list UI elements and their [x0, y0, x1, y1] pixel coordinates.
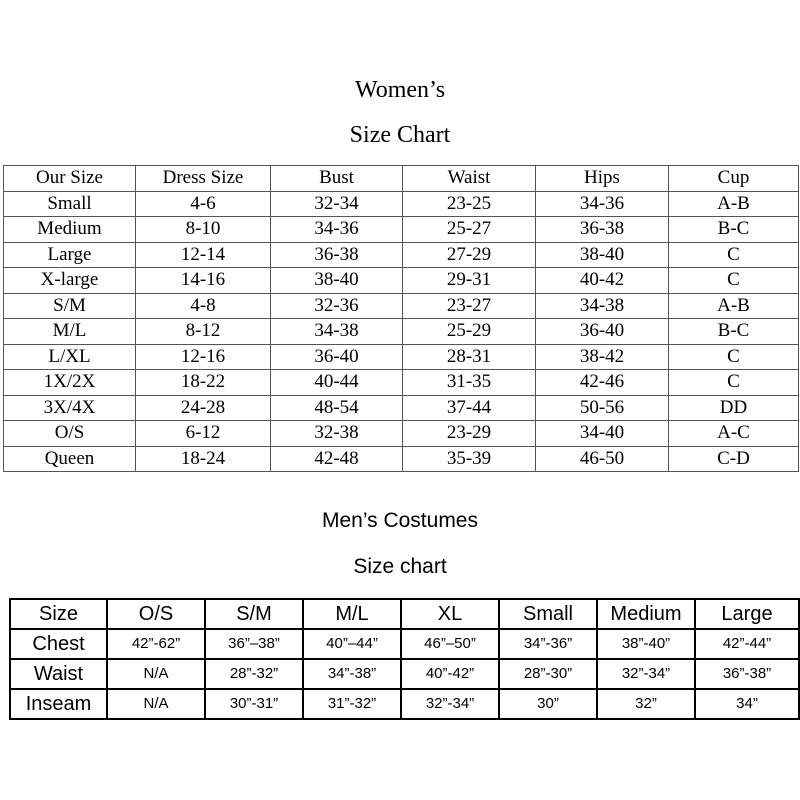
table-cell: 34” — [695, 689, 799, 719]
table-cell: 40”-42” — [401, 659, 499, 689]
table-cell: 12-14 — [136, 242, 271, 268]
header-cell: O/S — [107, 599, 205, 629]
table-row — [10, 629, 799, 659]
table-row — [4, 293, 799, 319]
table-row — [4, 421, 799, 447]
table-cell: L/XL — [4, 344, 136, 370]
table-cell: DD — [669, 395, 799, 421]
row-label: Inseam — [10, 689, 107, 719]
mens-subtitle: Size chart — [353, 555, 447, 578]
table-cell: 40-44 — [271, 370, 403, 396]
header-cell: Waist — [403, 166, 536, 192]
header-cell: Small — [499, 599, 597, 629]
table-cell: 40-42 — [536, 268, 669, 294]
table-row — [4, 344, 799, 370]
mens-size-table — [9, 598, 800, 720]
header-cell: Dress Size — [136, 166, 271, 192]
table-cell: 38-42 — [536, 344, 669, 370]
table-row — [4, 370, 799, 396]
table-cell: 30” — [499, 689, 597, 719]
table-row — [4, 268, 799, 294]
table-cell: 31-35 — [403, 370, 536, 396]
table-cell: 28-31 — [403, 344, 536, 370]
table-cell: C — [669, 242, 799, 268]
table-cell: B-C — [669, 319, 799, 345]
header-cell: Bust — [271, 166, 403, 192]
table-row — [10, 689, 799, 719]
table-cell: A-C — [669, 421, 799, 447]
table-header-row — [4, 166, 799, 192]
header-cell: Our Size — [4, 166, 136, 192]
header-cell: XL — [401, 599, 499, 629]
table-cell: 50-56 — [536, 395, 669, 421]
table-cell: 34-38 — [271, 319, 403, 345]
table-cell: 37-44 — [403, 395, 536, 421]
header-cell: Hips — [536, 166, 669, 192]
table-cell: 36-40 — [536, 319, 669, 345]
table-cell: 32-38 — [271, 421, 403, 447]
header-cell: M/L — [303, 599, 401, 629]
table-cell: C — [669, 344, 799, 370]
table-cell: 34-40 — [536, 421, 669, 447]
table-cell: 36-40 — [271, 344, 403, 370]
table-cell: 25-29 — [403, 319, 536, 345]
table-cell: C — [669, 370, 799, 396]
womens-subtitle: Size Chart — [349, 122, 451, 148]
table-cell: 1X/2X — [4, 370, 136, 396]
table-cell: 34-36 — [536, 191, 669, 217]
table-cell: A-B — [669, 191, 799, 217]
table-cell: 28”-30” — [499, 659, 597, 689]
header-cell: S/M — [205, 599, 303, 629]
table-cell: 24-28 — [136, 395, 271, 421]
table-cell: S/M — [4, 293, 136, 319]
table-cell: 40”–44” — [303, 629, 401, 659]
table-cell: 32”-34” — [597, 659, 695, 689]
header-cell: Medium — [597, 599, 695, 629]
table-cell: 32-34 — [271, 191, 403, 217]
table-cell: C — [669, 268, 799, 294]
table-cell: 34-38 — [536, 293, 669, 319]
table-cell: 23-25 — [403, 191, 536, 217]
table-row — [4, 446, 799, 472]
table-cell: 12-16 — [136, 344, 271, 370]
row-label: Waist — [10, 659, 107, 689]
table-row — [10, 659, 799, 689]
table-cell: 8-12 — [136, 319, 271, 345]
table-cell: 28”-32” — [205, 659, 303, 689]
womens-title: Women’s — [354, 77, 446, 103]
table-cell: 42”-44” — [695, 629, 799, 659]
table-cell: 48-54 — [271, 395, 403, 421]
table-cell: 36”–38” — [205, 629, 303, 659]
table-cell: 34”-38” — [303, 659, 401, 689]
table-cell: 18-22 — [136, 370, 271, 396]
table-cell: Queen — [4, 446, 136, 472]
table-cell: 34”-36” — [499, 629, 597, 659]
table-cell: 42-48 — [271, 446, 403, 472]
table-cell: 18-24 — [136, 446, 271, 472]
table-cell: 38-40 — [536, 242, 669, 268]
table-cell: O/S — [4, 421, 136, 447]
table-cell: 35-39 — [403, 446, 536, 472]
table-cell: 36-38 — [271, 242, 403, 268]
table-cell: C-D — [669, 446, 799, 472]
table-cell: 42”-62” — [107, 629, 205, 659]
table-cell: 6-12 — [136, 421, 271, 447]
table-cell: 36-38 — [536, 217, 669, 243]
table-cell: 30”-31” — [205, 689, 303, 719]
header-cell: Cup — [669, 166, 799, 192]
table-cell: X-large — [4, 268, 136, 294]
table-header-row — [10, 599, 799, 629]
table-row — [4, 319, 799, 345]
table-cell: 23-27 — [403, 293, 536, 319]
table-cell: N/A — [107, 689, 205, 719]
row-label: Chest — [10, 629, 107, 659]
table-cell: 23-29 — [403, 421, 536, 447]
table-cell: Small — [4, 191, 136, 217]
table-cell: N/A — [107, 659, 205, 689]
womens-size-table — [3, 165, 799, 472]
table-cell: 38”-40” — [597, 629, 695, 659]
table-cell: 34-36 — [271, 217, 403, 243]
table-cell: 46-50 — [536, 446, 669, 472]
table-row — [4, 217, 799, 243]
table-row — [4, 395, 799, 421]
table-cell: 8-10 — [136, 217, 271, 243]
header-cell: Size — [10, 599, 107, 629]
table-cell: Large — [4, 242, 136, 268]
table-cell: 42-46 — [536, 370, 669, 396]
header-cell: Large — [695, 599, 799, 629]
table-cell: 36”-38” — [695, 659, 799, 689]
table-cell: 4-6 — [136, 191, 271, 217]
table-cell: 27-29 — [403, 242, 536, 268]
mens-title: Men’s Costumes — [321, 509, 478, 532]
table-cell: A-B — [669, 293, 799, 319]
table-row — [4, 242, 799, 268]
table-cell: 29-31 — [403, 268, 536, 294]
table-cell: 32-36 — [271, 293, 403, 319]
table-row — [4, 191, 799, 217]
table-cell: 46”–50” — [401, 629, 499, 659]
table-cell: 25-27 — [403, 217, 536, 243]
table-cell: 4-8 — [136, 293, 271, 319]
table-cell: 31”-32” — [303, 689, 401, 719]
table-cell: B-C — [669, 217, 799, 243]
table-cell: 32”-34” — [401, 689, 499, 719]
table-cell: 14-16 — [136, 268, 271, 294]
table-cell: 32” — [597, 689, 695, 719]
table-cell: 3X/4X — [4, 395, 136, 421]
table-cell: M/L — [4, 319, 136, 345]
table-cell: Medium — [4, 217, 136, 243]
table-cell: 38-40 — [271, 268, 403, 294]
